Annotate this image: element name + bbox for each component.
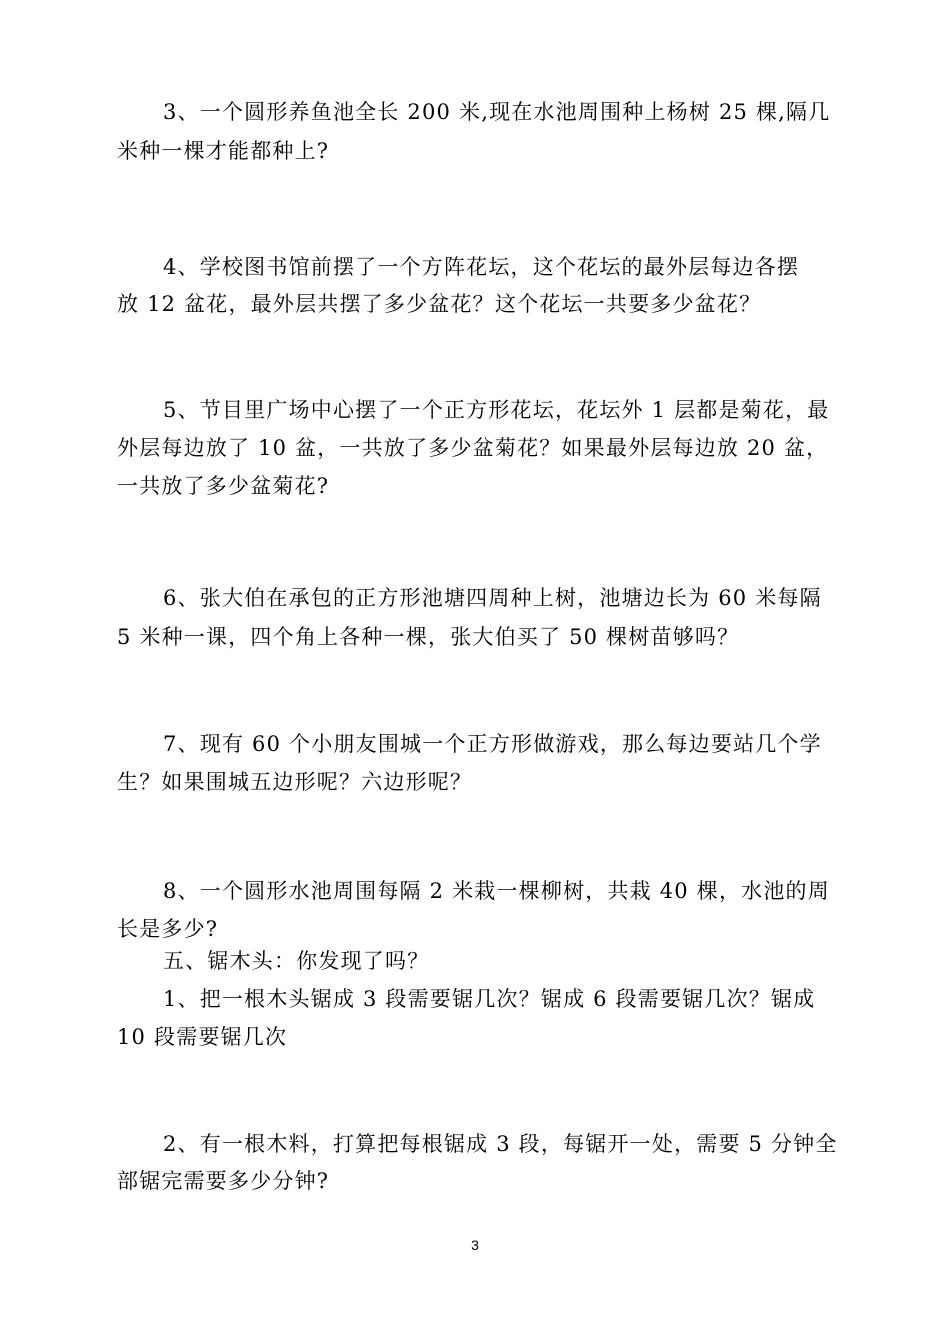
problem-8-line-1: 8、一个圆形水池周围每隔 2 米栽一棵柳树，共栽 40 棵，水池的周: [163, 879, 830, 903]
problem-7-line-1: 7、现有 60 个小朋友围城一个正方形做游戏，那么每边要站几个学: [163, 732, 822, 756]
section-problem-1-line-2: 10 段需要锯几次: [117, 1025, 288, 1049]
problem-7-line-2: 生？如果围城五边形呢？六边形呢？: [117, 770, 473, 794]
problem-4-line-1: 4、学校图书馆前摆了一个方阵花坛，这个花坛的最外层每边各摆: [163, 255, 800, 279]
problem-5-line-1: 5、节目里广场中心摆了一个正方形花坛，花坛外 1 层都是菊花，最: [163, 398, 830, 422]
problem-4-line-2: 放 12 盆花，最外层共摆了多少盆花？这个花坛一共要多少盆花？: [117, 292, 762, 316]
section-problem-1-line-1: 1、把一根木头锯成 3 段需要锯几次？锯成 6 段需要锯几次？锯成: [163, 987, 816, 1011]
problem-6-line-1: 6、张大伯在承包的正方形池塘四周种上树，池塘边长为 60 米每隔: [163, 586, 822, 610]
section-heading: 五、锯木头：你发现了吗？: [163, 949, 430, 973]
page-number: 3: [471, 1237, 479, 1253]
problem-6-line-2: 5 米种一课，四个角上各种一棵，张大伯买了 50 棵树苗够吗？: [117, 625, 740, 649]
problem-3-line-2: 米种一棵才能都种上?: [117, 139, 330, 163]
problem-3-line-1: 3、一个圆形养鱼池全长 200 米,现在水池周围种上杨树 25 棵,隔几: [163, 100, 831, 124]
section-problem-2-line-2: 部锯完需要多少分钟?: [117, 1169, 330, 1193]
problem-8-line-2: 长是多少?: [117, 917, 219, 941]
section-problem-2-line-1: 2、有一根木料，打算把每根锯成 3 段，每锯开一处，需要 5 分钟全: [163, 1132, 838, 1156]
problem-5-line-2: 外层每边放了 10 盆，一共放了多少盆菊花？如果最外层每边放 20 盆，: [117, 436, 829, 460]
problem-5-line-3: 一共放了多少盆菊花?: [117, 474, 330, 498]
